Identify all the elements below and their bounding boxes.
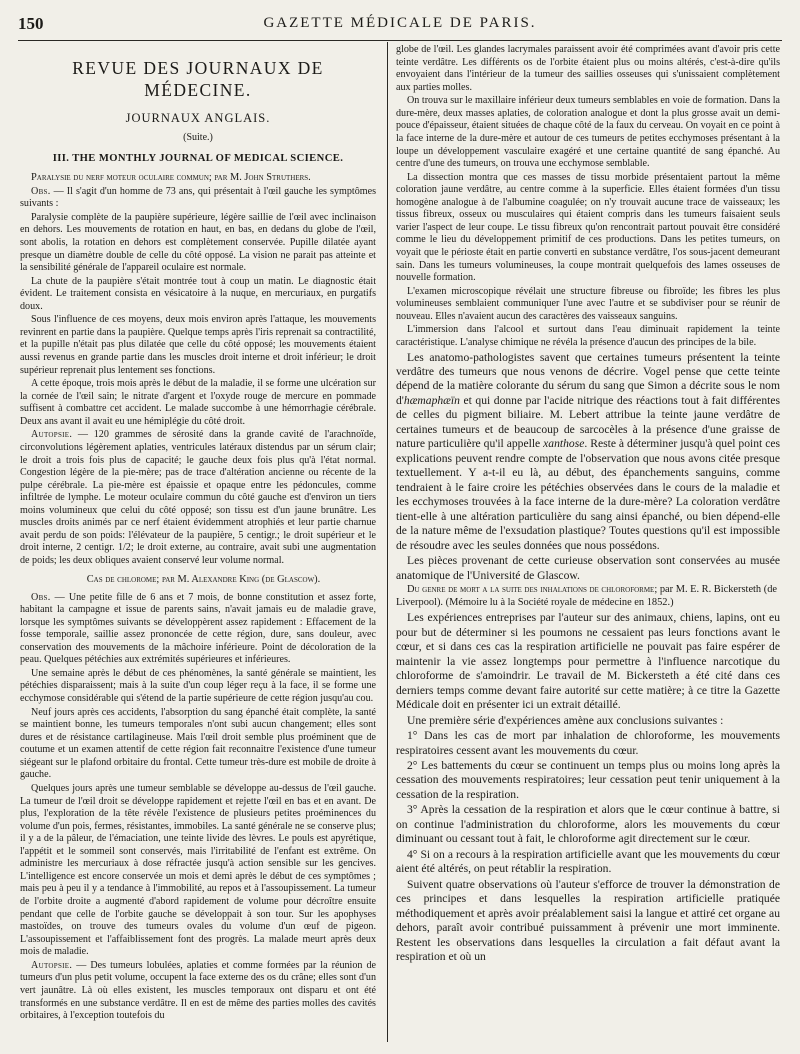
- paragraph: Neuf jours après ces accidents, l'absorption du sang épanché était complète, la santé se maintient bonne, les tumeurs temporales n'ont subi aucun changement; elles sont dures et de résistance cartilagineuse. Mais l'œil droit semble plus proéminent que de coutume et un examen attentif de cette région fait reconnaitre l'existence d'une tumeur siégeant sur le plafond orbitaire du frontal. Cette tumeur très-dure est mobile de droite à gauche.: [20, 706, 376, 781]
- paragraph: Sous l'influence de ces moyens, deux mois environ après l'attaque, les mouvements revinrent en partie dans la paupière. Quelque temps après l'iris reprenait sa contractilité, et la pupille n'était pas plus dilatée que celle du côté opposé; les mouvements étaient aussi revenus en grande partie dans les muscles droit interne et droit inférieur; le droit supérieur reprenait plus lentement ses fonctions.: [20, 314, 376, 376]
- paragraph-text: — Une petite fille de 6 ans et 7 mois, de bonne constitution et assez forte, habitant la campagne et issue de parents sains, n'avait jamais eu de maladie grave, lorsque les symptômes suivants se développèrent assez rapidement : Effacement de la fosse temporale, saillie assez prononcée de cette région, dure, sans douleur, avec conservation des mouvements de la mâchoire inférieure. Point de décoloration de la peau. Quelques pétéchies aux extrémités supérieures et inférieures.: [20, 591, 376, 666]
- running-head: [18, 14, 782, 36]
- article-heading-author: par M. E. R. Bickersteth (de Liverpool). (Mémoire lu à la Société royale de médecine en 1852.): [396, 584, 777, 609]
- section-heading: III. THE MONTHLY JOURNAL OF MEDICAL SCIENCE.: [52, 152, 344, 164]
- suite-note: (Suite.): [183, 132, 213, 144]
- paragraph: Une semaine après le début de ces phénomènes, la santé générale se maintient, les pétéchies disparaissent; mais à la suite d'un coup léger reçu à la face, il se forme une ecchymose considérable qui s'étend de la partie supérieure de cette région jusqu'au cou.: [20, 667, 376, 705]
- term-haemaphaein: hæmaphæïn: [403, 393, 460, 407]
- paragraph: Une première série d'expériences amène aux conclusions suivantes :: [407, 713, 724, 727]
- paragraph: Suivent quatre observations où l'auteur s'efforce de trouver la démonstration de ces principes et dans lesquelles la respiration artificielle pratiquée méthodiquement et après avoir préalablement saisi la langue et attiré cet organe au dehors, paraît avoir contribué puissamment à prévenir une mort imminente. Restent les observations dans lesquelles la circulation a fait défaut avant la respiration et où un: [396, 877, 780, 964]
- paragraph: [20, 186, 376, 211]
- paragraph: A cette époque, trois mois après le début de la maladie, il se forme une ulcération sur la cornée de l'œil sain; le nitrate d'argent et l'oxyde rouge de mercure en pommade suffisent à combattre cet accident. Le malade succombe à une hémorrhagie cérébrale. Deux ans avant il avait eu une hémiplégie du côté droit.: [20, 378, 376, 427]
- paragraph: La chute de la paupière s'était montrée tout à coup un matin. Le diagnostic était évident. Le traitement consista en vésicatoire à la nuque, en mercuriaux, en purgatifs doux.: [20, 275, 376, 312]
- paragraph-text: — Il s'agit d'un homme de 73 ans, qui présentait à l'œil gauche les symptômes suivants :: [20, 185, 376, 210]
- paragraph: Paralysie complète de la paupière supérieure, légère saillie de l'œil avec inclinaison en dehors. Les mouvements de rotation en haut, en bas, en dedans du globe de l'œil, sont abolis, la rotation en dehors est complètement conservée. Pupille dilatée ayant presque un diamètre double de celle du côté opposé. La vision ne parait pas atteinte et la sensibilité générale de l'appareil oculaire est normale.: [20, 211, 376, 274]
- autopsy-label: Autopsie.: [31, 959, 73, 971]
- article-heading-chloroforme: [396, 584, 780, 610]
- obs-label: Obs.: [31, 185, 51, 197]
- article-heading-author: par M. John Struthers.: [214, 171, 311, 183]
- paragraph: Quelques jours après une tumeur semblable se développe au-dessus de l'œil gauche. La tumeur de l'œil droit se développe rapidement et rejette l'œil en bas et en avant. De plus, l'exploration de la tête révèle l'existence de plusieurs petites proéminences du volume d'un pois, fermes, résistantes, immobiles. La santé générale ne se conserve plus; il y a de la pâleur, de l'émaciation, une teinte livide des lèvres. Le pouls est apyrétique, l'appétit et le sommeil sont conservés, mais l'irritabilité de l'enfant est extrême. On administre les mercuriaux à dose réfractée jusqu'à action sensible sur les gencives. L'intelligence est encore conservée un mois et demi après le début de ces symptômes ; mais peu à peu il y a tendance à l'immobilité, au repos et à l'assoupissement. La tumeur de l'orbite droite a augmenté d'abord rapidement de volume pour décroître ensuite pendant que celle de l'orbite gauche se développait à son tour. Sur les apophyses mastoïdes, on trouve des tumeurs ovales du volume d'un œuf de pigeon. L'assoupissement et l'affaiblissement font des progrès. La malade meurt après deux mois de maladie.: [20, 782, 376, 958]
- paragraph: [20, 960, 376, 1023]
- paragraph: [20, 429, 376, 567]
- header-rule: [18, 40, 782, 41]
- article-heading-main: Paralysie du nerf moteur oculaire commun;: [31, 171, 212, 183]
- paragraph: La dissection montra que ces masses de tissu morbide présentaient partout la même coloration jaune verdâtre, au centre comme à la superficie. Elles étaient formées d'un tissu homogène analogue à de l'albumine coagulée; on n'y trouvait aucune trace de vaisseaux; les tissus fibreux, osseux ou musculaires qui étaient compris dans les tumeurs faisaient seuls varier l'aspect de leur coupe. Le tissu fibreux qu'on rencontrait partout pouvait être considéré comme le lieu du développement primitif de ces productions. Dans les petites tumeurs, on voyait que le périoste était en partie converti en substance verdâtre, l'os sous-jacent demeurant sain. Dans les tumeurs volumineuses, la coupe montrait quelquefois des lames osseuses de nouvelle formation.: [396, 171, 780, 284]
- paragraph: 1° Dans les cas de mort par inhalation de chloroforme, les mouvements respiratoires cessent avant les mouvements du cœur.: [396, 729, 780, 757]
- paragraph-text: — 120 grammes de sérosité dans la grande cavité de l'arachnoïde, circonvolutions légèrement aplaties, ventricules latéraux distendus par un sérum clair; le droit a trois fois plus de capacité; le gauche deux fois plus qu'à l'état normal. Congestion légère de la pie-mère; pas de trace d'altération ancienne ou récente de la pulpe cérébrale. La pie-mère est épaissie et opaque entre les pédoncules, comme infiltrée de lymphe. Le moteur oculaire commun du côté gauche est d'environ un tiers moins volumineux que celui du côté opposé; son tissu est d'un jaune brunâtre. Les muscles droits animés par ce nerf étaient évidemment atrophiés et leur partie charnue avait perdu de son poids: l'élévateur de la paupière, 5 centigr.; le droit supérieur et le droit interne, 2 centigr. 1/2; le droit externe, au contraire, avait subi une augmentation de poids; les deux obliques avaient conservé leur volume normal.: [20, 429, 376, 567]
- right-column: [396, 44, 780, 1044]
- paragraph-text: — Des tumeurs lobulées, aplaties et comme formées par la réunion de tumeurs d'un plus petit volume, occupent la face externe des os du crâne; elles sont d'un vert jaunâtre. Là où elles existent, les muscles temporaux ont disparu et ont été transformés en une substance verdâtre. Il en est de même des parties molles des cavités orbitaires, à l'exception toutefois du: [20, 959, 376, 1022]
- paragraph: L'immersion dans l'alcool et surtout dans l'eau diminuait rapidement la teinte caractéristique. L'analyse chimique ne révéla la présence d'aucun des principes de la bile.: [396, 324, 780, 348]
- article-heading-chlorome: [20, 574, 376, 587]
- journal-name: GAZETTE MÉDICALE DE PARIS.: [263, 15, 537, 31]
- article-heading-author: par M. Alexandre King (de Glascow).: [161, 573, 321, 585]
- page-number: 150: [18, 14, 44, 33]
- review-title: REVUE DES JOURNAUX DE MÉDECINE.: [72, 58, 324, 100]
- paragraph: 2° Les battements du cœur se continuent un temps plus ou moins long après la cessation des mouvements respiratoires; leur cessation peut tenir uniquement à la cessation de la respiration.: [396, 759, 780, 801]
- paragraph: 4° Si on a recours à la respiration artificielle avant que les mouvements du cœur aient été altérés, on peut rétablir la respiration.: [396, 847, 780, 876]
- paragraph: On trouva sur le maxillaire inférieur deux tumeurs semblables en voie de formation. Dans la dure-mère, deux masses aplaties, de coloration analogue et dont la plus grosse avait un demi-pouce d'épaisseur, étaient situées de chaque côté de la faux du cerveau. On voyait en ce point à la face interne de la dure-mère et autour de ces tumeurs de petites ecchymoses présentant à la loupe un développement vasculaire exagéré et une certaine quantité de sang épanché. Au centre d'une des tumeurs, on trouva une ecchymose semblable.: [396, 95, 780, 170]
- commentary-paragraph: [396, 351, 780, 554]
- paragraph: [20, 592, 376, 667]
- paragraph: 3° Après la cessation de la respiration et alors que le cœur continue à battre, si on continue l'administration du chloroforme, alors les mouvements du cœur diminuant ou cessant tout à fait, le chloroforme agit directement sur le cœur.: [396, 803, 780, 846]
- article-heading-main: Du genre de mort a la suite des inhalations de chloroforme;: [407, 584, 658, 596]
- paragraph: globe de l'œil. Les glandes lacrymales paraissent avoir été comprimées avant d'avoir pris cette teinte verdâtre. Les différents os de l'orbite étaient plus ou moins altérés, c'est-à-dire qu'ils envoyaient dans l'intérieur de la tumeur des saillies osseuses qui s'unissaient complètement aux parties molles.: [396, 44, 780, 93]
- text-run: Les anatomo-pathologistes savent que certaines tumeurs présentent la teinte verdâtre des tumeurs que nous venons de décrire. Vogel pense que cette teinte dépend de la matière colorante du sérum du sang que Simon a décrite sous le nom d': [396, 350, 780, 407]
- article-heading-main: Cas de chlorome;: [86, 573, 160, 585]
- paragraph: Les pièces provenant de cette curieuse observation sont conservées au musée anatomique de l'Université de Glascow.: [396, 554, 780, 582]
- obs-label: Obs.: [31, 591, 51, 603]
- article-heading-paralysie: [20, 172, 376, 185]
- text-run: . Reste à déterminer jusqu'à quel point ces explications peuvent rendre compte de l'observation que nous avons citée presque textuellement. Y a-t-il eu là, au début, des épanchements sanguins, comme tendraient à le faire croire les pétéchies observées dans le cours de la maladie et les ecchymoses trouvées à la face interne de la dure-mère? La coloration verdâtre tient-elle à une altération particulière du sang ainsi épanché, ou bien dépend-elle de la nature même de l'exsudation plastique? Toutes questions qu'il est impossible de résoudre avec les seules données que nous possédons.: [396, 437, 780, 552]
- paragraph: Les expériences entreprises par l'auteur sur des animaux, chiens, lapins, ont eu pour but de déterminer si les poumons ne cessaient pas leurs fonctions avant le cœur, et si dans ces cas la respiration artificielle ne pouvait pas faire espérer de maintenir la vie assez longtemps pour permettre à l'influence narcotique du chloroforme de s'amoindrir. Le travail de M. Bickersteth a été cité dans ces derniers temps comme devant faire autorité sur cette matière; à ce titre la Gazette Médicale doit en présenter ici un extrait détaillé.: [396, 611, 780, 712]
- review-subtitle: JOURNAUX ANGLAIS.: [125, 110, 271, 125]
- text-run: et qui donne par l'acide nitrique des réactions tout à fait différentes de celles du pigment biliaire. M. Lebert attribue la teinte jaune verdâtre de certaines tumeurs et de beaucoup de sarcocèles à la présence d'une graisse de nature particulière qu'il appelle: [396, 393, 780, 451]
- paragraph: L'examen microscopique révélait une structure fibreuse ou fibroïde; les fibres les plus volumineuses semblaient communiquer l'une avec l'autre et se subdiviser pour se réunir de nouveau. Elles n'avaient aucun des caractères des vaisseaux sanguins.: [396, 285, 780, 322]
- column-divider: [387, 42, 388, 1042]
- term-xanthose: xanthose: [543, 437, 585, 451]
- autopsy-label: Autopsie.: [31, 429, 73, 441]
- left-column: [20, 44, 376, 1044]
